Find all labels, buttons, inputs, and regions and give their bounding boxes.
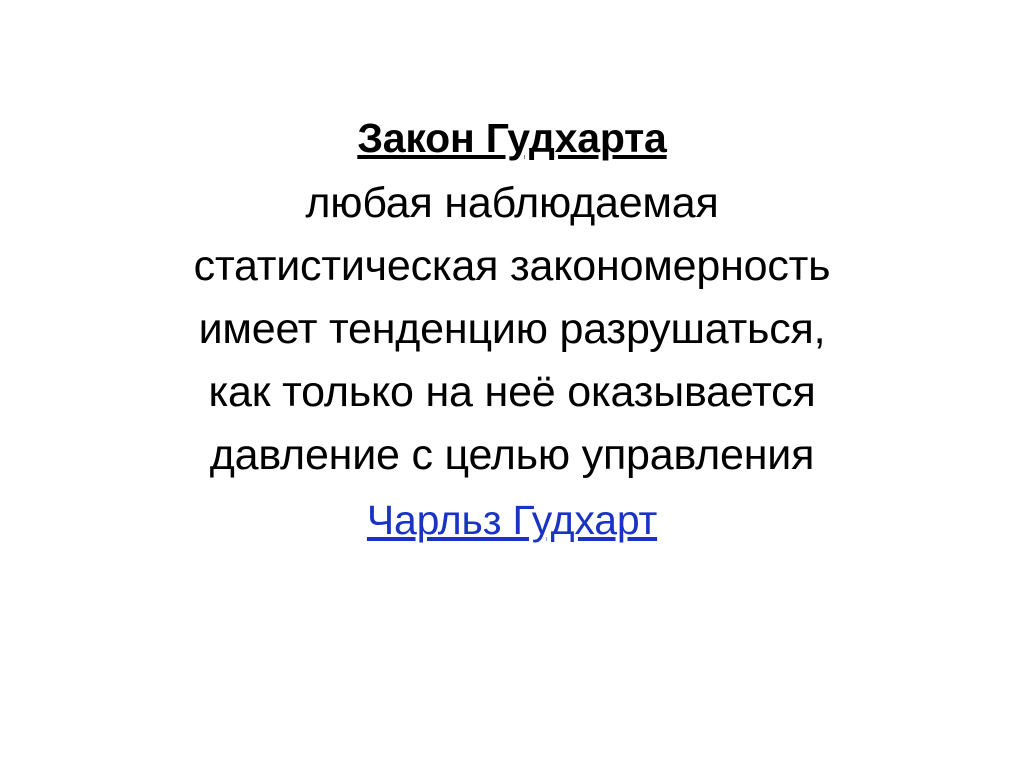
body-line-4: как только на неё оказывается — [208, 368, 816, 416]
author-link[interactable]: Чарльз Гудхарт — [366, 497, 658, 543]
body-line-2: статистическая закономерность — [193, 242, 831, 290]
body-line-3: имеет тенденцию разрушаться, — [198, 305, 826, 353]
slide-title: Закон Гудхарта — [357, 115, 667, 161]
slide-text-block — [0, 104, 1024, 553]
body-line-5: давление с целью управления — [209, 431, 815, 479]
body-line-1: любая наблюдаемая — [305, 179, 719, 227]
